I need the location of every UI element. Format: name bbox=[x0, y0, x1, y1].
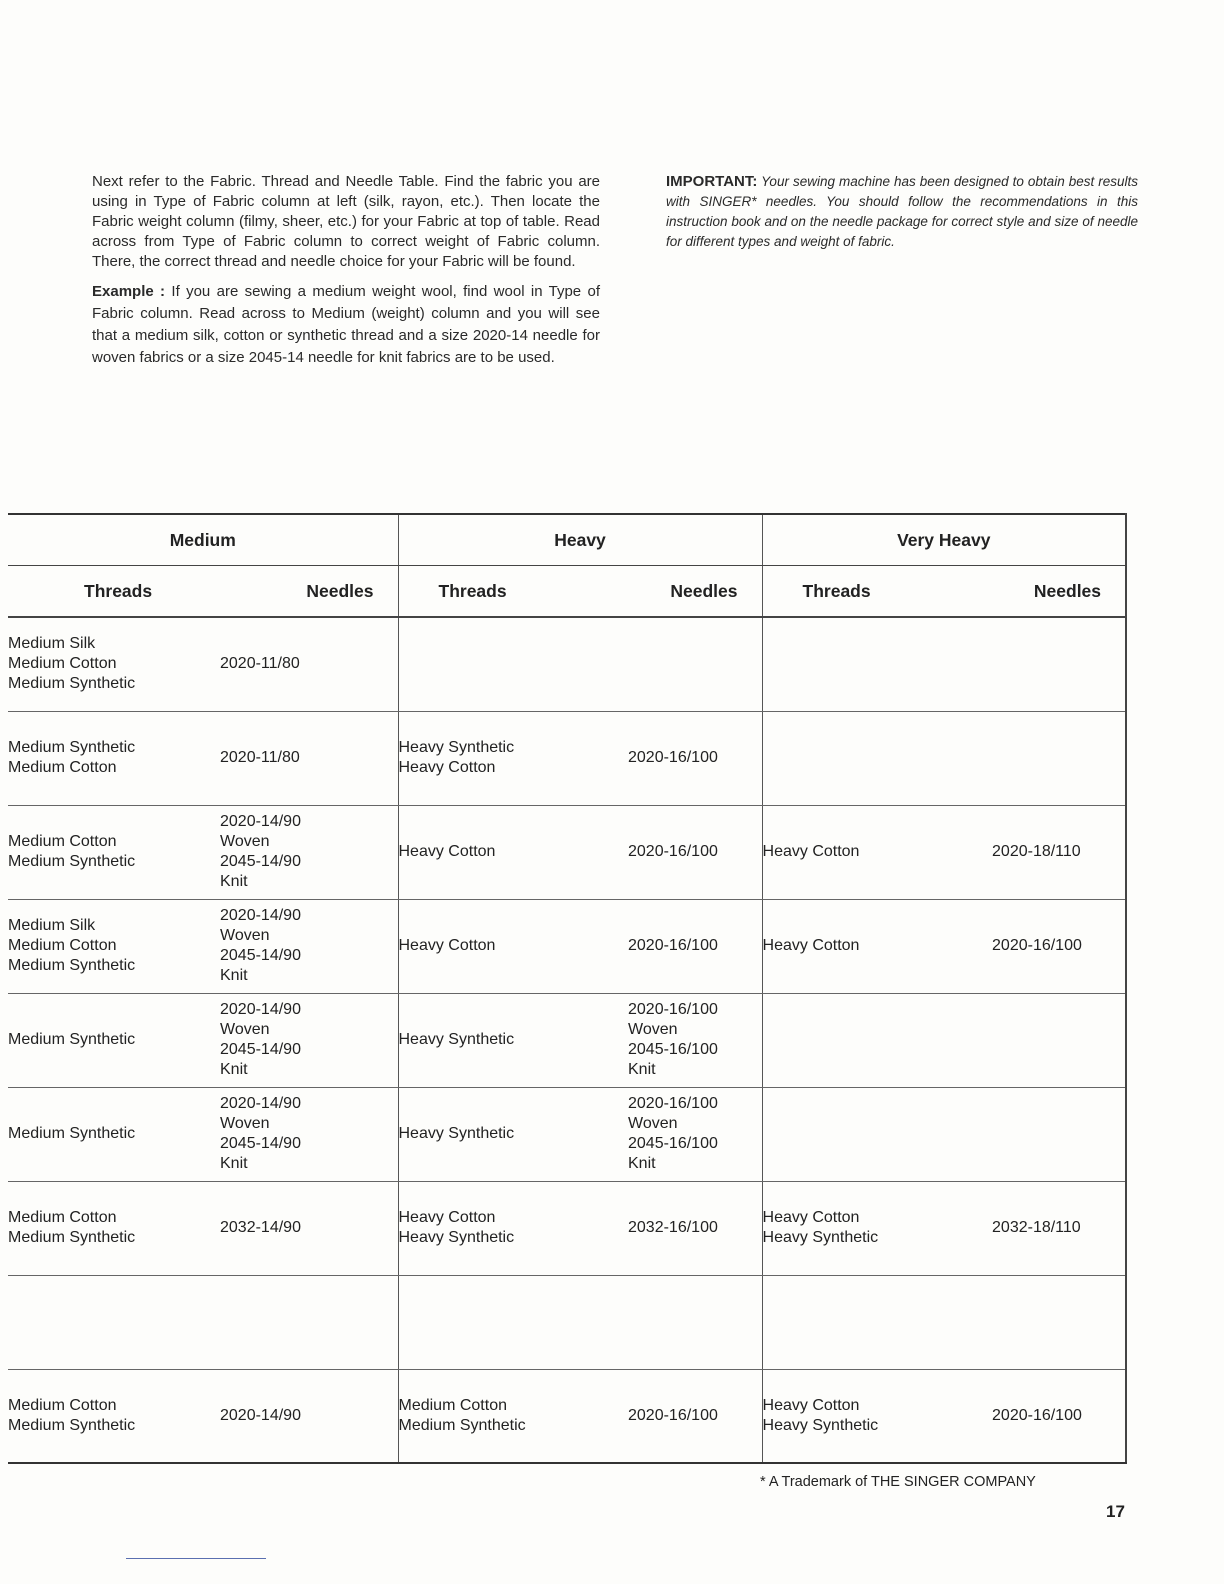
cell-line: 2020-16/100 bbox=[628, 1406, 718, 1424]
table-row bbox=[8, 993, 1126, 1087]
very-heavy-threads-cell bbox=[762, 617, 992, 711]
very-heavy-threads-cell bbox=[762, 805, 992, 899]
important-note bbox=[666, 172, 1138, 252]
medium-threads-cell bbox=[8, 805, 220, 899]
cell-line: Medium Synthetic bbox=[8, 675, 136, 693]
cell-line: Heavy Synthetic bbox=[398, 1031, 515, 1048]
page-number: 17 bbox=[1106, 1502, 1125, 1521]
cell-line: Heavy Cotton bbox=[398, 759, 496, 776]
important-label: IMPORTANT: bbox=[666, 173, 758, 190]
cell-line: Knit bbox=[628, 1061, 656, 1078]
cell-line: 2045-16/100 bbox=[628, 1135, 718, 1152]
very-heavy-threads-cell bbox=[762, 1275, 992, 1369]
cell-line: Medium Cotton bbox=[8, 937, 117, 954]
threads-header: Threads bbox=[8, 566, 220, 618]
cell-line: Heavy Cotton bbox=[398, 937, 496, 954]
medium-threads-cell bbox=[8, 899, 220, 993]
medium-needles-cell bbox=[220, 993, 398, 1087]
medium-threads-cell bbox=[8, 993, 220, 1087]
heavy-threads-cell bbox=[398, 1369, 628, 1463]
heavy-needles-cell bbox=[628, 711, 762, 805]
very-heavy-needles-cell bbox=[992, 711, 1126, 805]
cell-line: Medium Silk bbox=[8, 917, 96, 934]
cell-line: Heavy Synthetic bbox=[398, 1125, 515, 1142]
cell-line: Medium Cotton bbox=[8, 759, 117, 776]
thread-needle-table bbox=[8, 513, 1127, 1464]
medium-threads-cell bbox=[8, 1275, 220, 1369]
cell-line: Heavy Synthetic bbox=[398, 739, 515, 756]
heavy-threads-cell bbox=[398, 1087, 628, 1181]
cell-line: 2020-16/100 bbox=[628, 843, 718, 860]
cell-line: 2032-18/110 bbox=[992, 1219, 1081, 1236]
cell-line: 2020-11/80 bbox=[220, 749, 300, 766]
cell-line: Medium Synthetic bbox=[8, 1229, 136, 1246]
heavy-threads-cell bbox=[398, 711, 628, 805]
cell-line: Medium Cotton bbox=[8, 1209, 117, 1226]
medium-needles-cell bbox=[220, 1275, 398, 1369]
needles-header: Needles bbox=[220, 566, 398, 618]
medium-needles-cell bbox=[220, 711, 398, 805]
cell-line: Knit bbox=[220, 967, 248, 984]
heavy-needles-cell bbox=[628, 1369, 762, 1463]
cell-line: Woven bbox=[220, 833, 270, 850]
heavy-threads-cell bbox=[398, 1275, 628, 1369]
heavy-needles-cell bbox=[628, 1087, 762, 1181]
medium-threads-cell bbox=[8, 1181, 220, 1275]
cell-line: 2032-14/90 bbox=[220, 1219, 301, 1236]
group-header-medium: Medium bbox=[8, 514, 398, 566]
threads-header: Threads bbox=[762, 566, 992, 618]
heavy-threads-cell bbox=[398, 617, 628, 711]
cell-line: 2045-16/100 bbox=[628, 1041, 718, 1058]
very-heavy-threads-cell bbox=[762, 1181, 992, 1275]
heavy-needles-cell bbox=[628, 617, 762, 711]
very-heavy-needles-cell bbox=[992, 899, 1126, 993]
cell-line: Woven bbox=[628, 1115, 678, 1132]
cell-line: 2020-16/100 bbox=[628, 1095, 718, 1112]
cell-line: Heavy Cotton bbox=[398, 843, 496, 860]
cell-line: Woven bbox=[220, 1115, 270, 1132]
cell-line: Medium Cotton bbox=[8, 1396, 117, 1414]
group-header-heavy: Heavy bbox=[398, 514, 762, 566]
medium-threads-cell bbox=[8, 617, 220, 711]
important-text: Your sewing machine has been designed to obtain best results with SINGER* needles. You should follow the recommendations in this instruction book and on the needle package for correct style and size of needle for different types and weight of fabric. bbox=[666, 174, 1138, 249]
table-row bbox=[8, 805, 1126, 899]
very-heavy-needles-cell bbox=[992, 993, 1126, 1087]
intro-paragraph: Next refer to the Fabric. Thread and Needle Table. Find the fabric you are using in Type of Fabric column at left (silk, rayon, etc.). Then locate the Fabric weight column (filmy, sheer, etc.) for your Fabric at top of table. Read across from Type of Fabric column to correct weight of Fabric column. There, the correct thread and needle choice for your Fabric will be found. bbox=[92, 173, 600, 270]
very-heavy-needles-cell bbox=[992, 1181, 1126, 1275]
cell-line: 2020-14/90 bbox=[220, 1406, 301, 1424]
table-row bbox=[8, 1275, 1126, 1369]
cell-line: 2020-14/90 bbox=[220, 907, 301, 924]
table-row bbox=[8, 1369, 1126, 1463]
heavy-threads-cell bbox=[398, 899, 628, 993]
cell-line: Woven bbox=[628, 1021, 678, 1038]
cell-line: 2045-14/90 bbox=[220, 947, 301, 964]
cell-line: Heavy Cotton bbox=[762, 937, 860, 954]
cell-line: Knit bbox=[220, 1155, 248, 1172]
very-heavy-threads-cell bbox=[762, 899, 992, 993]
cell-line: Heavy Synthetic bbox=[762, 1416, 879, 1434]
table-body bbox=[8, 617, 1126, 1463]
cell-line: Knit bbox=[220, 873, 248, 890]
heavy-needles-cell bbox=[628, 1181, 762, 1275]
heavy-needles-cell bbox=[628, 899, 762, 993]
very-heavy-needles-cell bbox=[992, 805, 1126, 899]
cell-line: Medium Cotton bbox=[8, 655, 117, 673]
cell-line: Medium Synthetic bbox=[398, 1416, 526, 1434]
cell-line: Knit bbox=[220, 1061, 248, 1078]
cell-line: Heavy Cotton bbox=[398, 1209, 496, 1226]
cell-line: Woven bbox=[220, 1021, 270, 1038]
cell-line: 2032-16/100 bbox=[628, 1219, 718, 1236]
heavy-threads-cell bbox=[398, 993, 628, 1087]
cell-line: Heavy Synthetic bbox=[398, 1229, 515, 1246]
cell-line: 2020-16/100 bbox=[628, 1001, 718, 1018]
medium-needles-cell bbox=[220, 805, 398, 899]
cell-line: 2020-14/90 bbox=[220, 1001, 301, 1018]
cell-line: Heavy Cotton bbox=[762, 1209, 860, 1226]
medium-threads-cell bbox=[8, 1087, 220, 1181]
table-row bbox=[8, 711, 1126, 805]
medium-needles-cell bbox=[220, 899, 398, 993]
very-heavy-threads-cell bbox=[762, 1087, 992, 1181]
cell-line: Medium Synthetic bbox=[8, 1125, 136, 1142]
very-heavy-threads-cell bbox=[762, 711, 992, 805]
cell-line: Medium Synthetic bbox=[8, 739, 136, 756]
cell-line: 2045-14/90 bbox=[220, 853, 301, 870]
medium-needles-cell bbox=[220, 1087, 398, 1181]
cell-line: 2020-11/80 bbox=[220, 655, 300, 673]
heavy-threads-cell bbox=[398, 1181, 628, 1275]
cell-line: 2020-16/100 bbox=[628, 749, 718, 766]
cell-line: 2045-14/90 bbox=[220, 1135, 301, 1152]
cell-line: Heavy Cotton bbox=[762, 1396, 860, 1414]
very-heavy-needles-cell bbox=[992, 1369, 1126, 1463]
heavy-needles-cell bbox=[628, 1275, 762, 1369]
group-header-very-heavy: Very Heavy bbox=[762, 514, 1126, 566]
medium-needles-cell bbox=[220, 1369, 398, 1463]
cell-line: Heavy Synthetic bbox=[762, 1229, 879, 1246]
cell-line: Medium Synthetic bbox=[8, 853, 136, 870]
heavy-threads-cell bbox=[398, 805, 628, 899]
medium-needles-cell bbox=[220, 617, 398, 711]
cell-line: Woven bbox=[220, 927, 270, 944]
table-row bbox=[8, 899, 1126, 993]
cell-line: Medium Synthetic bbox=[8, 1416, 136, 1434]
cell-line: Medium Silk bbox=[8, 635, 96, 653]
cell-line: Heavy Cotton bbox=[762, 843, 860, 860]
table-row bbox=[8, 1087, 1126, 1181]
cell-line: 2045-14/90 bbox=[220, 1041, 301, 1058]
threads-header: Threads bbox=[398, 566, 628, 618]
very-heavy-needles-cell bbox=[992, 1087, 1126, 1181]
cell-line: Medium Cotton bbox=[8, 833, 117, 850]
intro-text bbox=[92, 172, 600, 378]
trademark-footnote: * A Trademark of THE SINGER COMPANY bbox=[760, 1474, 1036, 1490]
very-heavy-needles-cell bbox=[992, 617, 1126, 711]
very-heavy-needles-cell bbox=[992, 1275, 1126, 1369]
table-row bbox=[8, 617, 1126, 711]
table-row bbox=[8, 1181, 1126, 1275]
cell-line: 2020-16/100 bbox=[992, 937, 1082, 954]
very-heavy-threads-cell bbox=[762, 993, 992, 1087]
heavy-needles-cell bbox=[628, 805, 762, 899]
example-paragraph bbox=[92, 281, 600, 369]
example-text: If you are sewing a medium weight wool, find wool in Type of Fabric column. Read across to Medium (weight) column and you will see that a medium silk, cotton or synthetic thread and a size 2020-14 needle for woven fabrics or a size 2045-14 needle for knit fabrics are to be used. bbox=[92, 283, 600, 366]
cell-line: 2020-14/90 bbox=[220, 1095, 301, 1112]
cell-line: Medium Synthetic bbox=[8, 1031, 136, 1048]
cell-line: 2020-16/100 bbox=[628, 937, 718, 954]
medium-threads-cell bbox=[8, 1369, 220, 1463]
bottom-rule bbox=[126, 1558, 266, 1559]
heavy-needles-cell bbox=[628, 993, 762, 1087]
cell-line: Medium Cotton bbox=[398, 1396, 507, 1414]
needles-header: Needles bbox=[628, 566, 762, 618]
cell-line: 2020-16/100 bbox=[992, 1406, 1082, 1424]
cell-line: 2020-18/110 bbox=[992, 843, 1081, 860]
cell-line: Knit bbox=[628, 1155, 656, 1172]
example-label: Example : bbox=[92, 283, 166, 300]
cell-line: Medium Synthetic bbox=[8, 957, 136, 974]
cell-line: 2020-14/90 bbox=[220, 813, 301, 830]
medium-needles-cell bbox=[220, 1181, 398, 1275]
needles-header: Needles bbox=[992, 566, 1126, 618]
medium-threads-cell bbox=[8, 711, 220, 805]
very-heavy-threads-cell bbox=[762, 1369, 992, 1463]
